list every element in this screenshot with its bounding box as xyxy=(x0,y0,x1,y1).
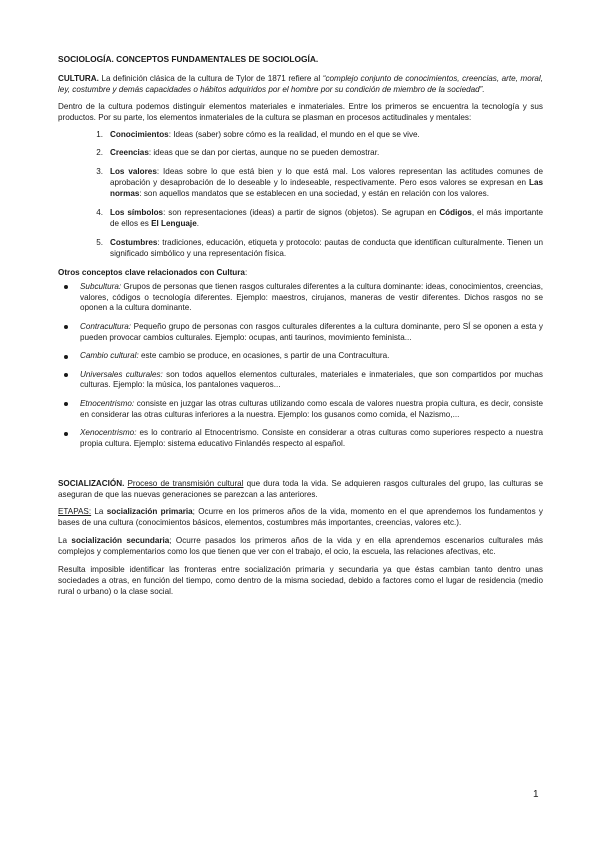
list-item: Etnocentrismo: consiste en juzgar las otras culturas utilizando como escala de valores nuestra propia cultura, es decir, consiste en considerar las otras culturas inferiores a la nuestra. Ejemplo: los gusanos como comida, el Nazismo,... xyxy=(58,399,543,421)
list-item: 2. Creencias: ideas que se dan por ciertas, aunque no se pueden demostrar. xyxy=(96,148,380,158)
cultura-paragraph: Dentro de la cultura podemos distinguir elementos materiales e inmateriales. Entre los primeros se encuentra la tecnología y sus productos. Por su parte, los elementos inmateriales de la cultura se plasman en procesos actitudinales y mentales: xyxy=(58,101,543,122)
document-body xyxy=(58,54,543,598)
otros-conceptos-list xyxy=(58,282,543,450)
list-item: 3. Los valores: Ideas sobre lo que está bien y lo que está mal. Los valores representan las actitudes comunes de aprobación y desaprobación de lo deseable y lo indeseable, respectivamente. Pero esos valores se expresan en Las normas: son aquellos mandatos que se establecen en una sociedad, y están en relación con los valores. xyxy=(96,167,543,199)
socializacion-primaria: ETAPAS: La socialización primaria; Ocurre en los primeros años de la vida, momento en el que aprendemos los fundamentos y bases de una cultura (conocimientos básicos, elementos, costumbres más importantes, creencias, valores etc.). xyxy=(58,507,543,528)
bullet-icon xyxy=(64,285,68,289)
list-item: 5. Costumbres: tradiciones, educación, etiqueta y protocolo: pautas de conducta que identifican culturalmente. Tienen un significado simbólico y una representación física. xyxy=(96,237,543,258)
list-item: Xenocentrismo: es lo contrario al Etnocentrismo. Consiste en considerar a otras culturas como superiores respecto a nuestra propia cultura. Ejemplo: sistema educativo Finlandés respecto al español. xyxy=(58,428,543,450)
bullet-icon xyxy=(64,432,68,436)
bullet-icon xyxy=(64,325,68,329)
list-item: 4. Los símbolos: son representaciones (ideas) a partir de signos (objetos). Se agrupan en Códigos, el más importante de ellos es El Lenguaje. xyxy=(96,208,544,228)
socializacion-heading: SOCIALIZACIÓN. xyxy=(58,479,125,489)
otros-conceptos-heading: Otros conceptos clave relacionados con Cultura: xyxy=(58,267,248,277)
list-item: Subcultura: Grupos de personas que tienen rasgos culturales diferentes a la cultura dominante: ideas, conocimientos, creencias, valores, códigos o tecnología diferentes. Ejemplo: maestros, cirujanos, maneras de vestir diferentes. Dichos rasgos no se oponen a la cultura dominante. xyxy=(58,282,543,315)
list-item: Cambio cultural: este cambio se produce, en ocasiones, s partir de una Contracultura. xyxy=(58,351,543,362)
socializacion-secundaria: La socialización secundaria; Ocurre pasados los primeros años de la vida y en ella aprendemos escenarios culturales más complejos y complementarios como los que tienen que ver con el trabajo, el ocio, la escuela, las relaciones afectivas, etc. xyxy=(58,536,543,556)
list-item: Contracultura: Pequeño grupo de personas con rasgos culturales diferentes a la cultura dominante, pero SÍ se oponen a esta y pueden provocar cambios culturales. Ejemplo: ocupas, anti taurinos, movimiento feminista... xyxy=(58,322,543,344)
tylor-quote: “complejo conjunto de conocimientos, creencias, arte, moral, ley, costumbre y demás capacidades o hábitos adquiridos por el hombre por su condición de miembro de la sociedad”. xyxy=(58,73,543,94)
bullet-icon xyxy=(64,402,68,406)
list-item: Universales culturales: son todos aquellos elementos culturales, materiales e inmateriales, que son compartidos por muchas culturas. Ejemplo: la música, los pantalones vaqueros... xyxy=(58,370,543,392)
socializacion-final: Resulta imposible identificar las fronteras entre socialización primaria y secundaria ya que éstas cambian tanto dentro unas sociedades a otras, en función del tiempo, como dentro de la misma sociedad, debido a factores como el lugar de residencia (medio rural o urbano) o la clase social. xyxy=(58,564,543,596)
bullet-icon xyxy=(64,373,68,377)
cultural-elements-list xyxy=(58,130,543,260)
list-item: 1. Conocimientos: Ideas (saber) sobre cómo es la realidad, el mundo en el que se vive. xyxy=(96,129,420,139)
document-title: SOCIOLOGÍA. CONCEPTOS FUNDAMENTALES DE SOCIOLOGÍA. xyxy=(58,54,319,64)
socializacion-definition: SOCIALIZACIÓN. Proceso de transmisión cultural que dura toda la vida. Se adquieren rasgos culturales del grupo, las culturas se aseguran de que las nuevas generaciones se parezcan a las anteriores. xyxy=(58,479,543,500)
etapas-label: ETAPAS: xyxy=(58,507,92,517)
cultura-definition: CULTURA. La definición clásica de la cultura de Tylor de 1871 refiere al “complejo conjunto de conocimientos, creencias, arte, moral, ley, costumbre y demás capacidades o hábitos adquiridos por el hombre por su condición de miembro de la sociedad”. xyxy=(58,73,543,94)
bullet-icon xyxy=(64,355,68,359)
page-number: 1 xyxy=(533,789,539,800)
cultura-heading: CULTURA. xyxy=(58,73,99,83)
